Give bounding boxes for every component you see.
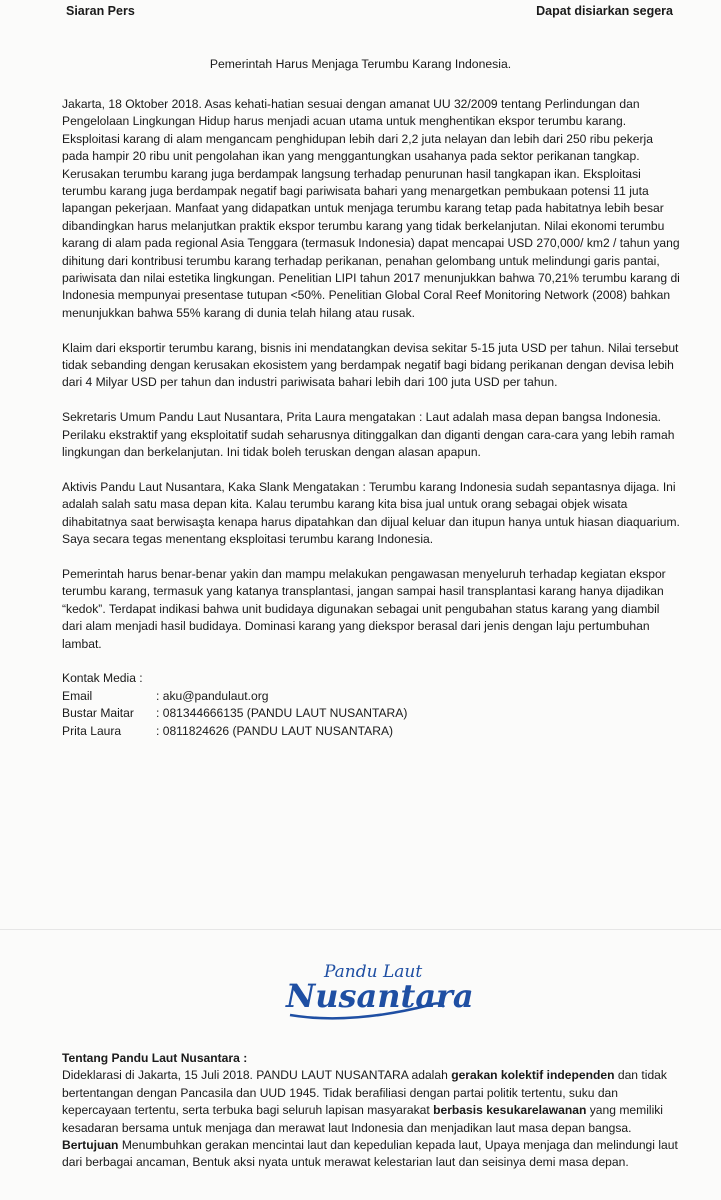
about-section	[62, 1050, 680, 1172]
paragraph: Jakarta, 18 Oktober 2018. Asas kehati-hatian sesuai dengan amanat UU 32/2009 tentang Perlindungan dan Pengelolaan Lingkungan Hidup harus menjadi acuan utama untuk menghentikan ekspor terumbu karang. Eksploitasi karang di alam mengancam penghidupan lebih dari 2,2 juta nelayan dan lebih dari 250 ribu pekerja pada hampir 20 ribu unit pengolahan ikan yang menggantungkan usahanya pada sektor perikanan tangkap. Kerusakan terumbu karang juga berdampak langsung terhadap penurunan hasil tangkapan ikan. Eksploitasi terumbu karang juga berdampak negatif bagi pariwisata bahari yang menargetkan pembukaan potensi 11 juta lapangan pekerjaan. Manfaat yang didapatkan untuk menjaga terumbu karang tetap pada habitatnya lebih besar dibandingkan harus melanjutkan praktik ekspor terumbu karang yang tidak berkelanjutan. Nilai ekonomi terumbu karang di alam pada regional Asia Tenggara (termasuk Indonesia) dapat mencapai USD 270,000/ km2 / tahun yang dihitung dari kontribusi terumbu karang terhadap perikanan, penahan gelombang untuk melindungi garis pantai, pariwisata dan nilai estetika lingkungan. Penelitian LIPI tahun 2017 menunjukkan bahwa 70,21% terumbu karang di Indonesia mempunyai presentase tutupan <50%. Penelitian Global Coral Reef Monitoring Network (2008) bahkan menunjukkan bahwa 55% karang di dunia telah hilang atau rusak.	[62, 97, 680, 320]
logo-text-line1: Pandu Laut	[324, 962, 423, 982]
contact-heading: Kontak Media :	[62, 671, 143, 686]
about-text-part: yang memiliki kesadaran bersama untuk menjaga dan merawat laut Indonesia dan menjadikan laut masa depan bangsa.	[62, 1103, 663, 1135]
paragraph: Aktivis Pandu Laut Nusantara, Kaka Slank Mengatakan : Terumbu karang Indonesia sudah sepantasnya dijaga. Ini adalah salah satu masa depan kita. Kalau terumbu karang kita bisa jual untuk orang sebagai objek wisata dihabitatnya saat berwisaşta kenapa harus dipatahkan dan dijual keluar dan itupun hanya untuk hiasan diaquarium. Saya secara tegas menentang eksploitasi terumbu karang Indonesia.	[62, 479, 680, 547]
contact-label: Prita Laura	[62, 723, 122, 738]
about-bold-phrase: Bertujuan	[62, 1138, 119, 1153]
section-divider	[0, 929, 721, 930]
contact-label: Email	[62, 688, 93, 703]
about-bold-phrase: gerakan kolektif independen	[451, 1068, 615, 1083]
contact-row	[62, 688, 680, 705]
document-body	[62, 96, 680, 740]
contact-value-email[interactable]: : aku@pandulaut.org	[156, 688, 269, 703]
contact-row	[62, 705, 680, 722]
about-bold-phrase: berbasis kesukarelawanan	[433, 1103, 587, 1118]
about-text-part: Dideklarasi di Jakarta, 15 Juli 2018. PANDU LAUT NUSANTARA adalah	[62, 1068, 452, 1083]
paragraph: Klaim dari eksportir terumbu karang, bisnis ini mendatangkan devisa sekitar 5-15 juta USD per tahun. Nilai tersebut tidak sebanding dengan kerusakan ekosistem yang berdampak negatif bagi bidang perikanan dengan devisa lebih dari 4 Milyar USD per tahun dan industri pariwisata bahari lebih dari 100 juta USD per tahun.	[62, 340, 679, 390]
contact-label: Bustar Maitar	[62, 706, 134, 721]
logo-text-line2: Nusantara	[286, 977, 474, 1015]
media-contact	[62, 670, 680, 740]
contact-row	[62, 723, 680, 740]
contact-value: : 081344666135 (PANDU LAUT NUSANTARA)	[156, 706, 408, 721]
about-text-part: Menumbuhkan gerakan mencintai laut dan kepedulian kepada laut, Upaya menjaga dan melindungi laut dari berbagai ancaman, Bentuk aksi nyata untuk merawat kelestarian laut dan seisinya demi masa depan.	[62, 1138, 678, 1170]
about-text	[62, 1067, 680, 1171]
about-heading: Tentang Pandu Laut Nusantara :	[62, 1051, 248, 1065]
document-title: Pemerintah Harus Menjaga Terumbu Karang Indonesia.	[209, 57, 512, 71]
header-label-release-note: Dapat disiarkan segera	[536, 4, 673, 18]
paragraph: Sekretaris Umum Pandu Laut Nusantara, Prita Laura mengatakan : Laut adalah masa depan bangsa Indonesia. Perilaku ekstraktif yang eksploitatif sudah seharusnya ditinggalkan dan diganti dengan cara-cara yang lebih ramah lingkungan dan berkelanjutan. Ini tidak boleh teruskan dengan alasan apapun.	[62, 410, 675, 460]
paragraph: Pemerintah harus benar-benar yakin dan mampu melakukan pengawasan menyeluruh terhadap kegiatan ekspor terumbu karang, termasuk yang katanya transplantasi, jangan sampai hasil transplantasi karang hanya dijadikan “kedok”. Terdapat indikasi bahwa unit budidaya digunakan sebagai unit pengubahan status karang yang diambil dari alam menjadi hasil budidaya. Dominasi karang yang diekspor berasal dari jenis dengan laju pertumbuhan lambat.	[62, 566, 666, 651]
about-text-part: dan tidak bertentangan dengan Pancasila dan UUD 1945. Tidak berafiliasi dengan partai politik tertentu, suku dan kepercayaan tertentu, serta terbuka bagi seluruh lapisan masyarakat	[62, 1068, 667, 1118]
header-label-press-release: Siaran Pers	[66, 4, 135, 18]
contact-value: : 0811824626 (PANDU LAUT NUSANTARA)	[156, 723, 394, 738]
pandu-laut-nusantara-logo	[280, 955, 474, 1025]
document-header	[66, 4, 673, 22]
